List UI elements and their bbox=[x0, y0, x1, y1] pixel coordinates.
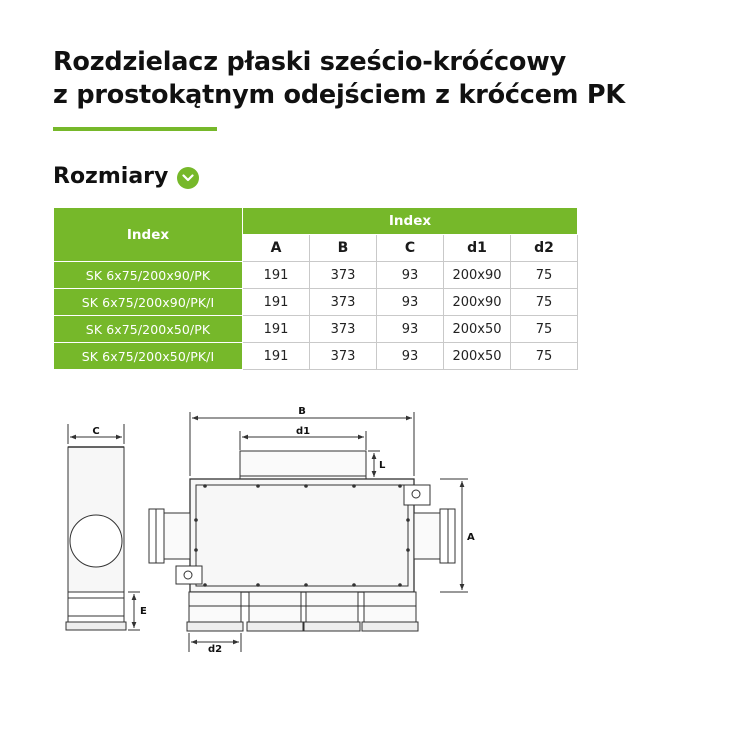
cell-d2: 75 bbox=[511, 262, 578, 289]
cell-d2: 75 bbox=[511, 289, 578, 316]
group-header: Index bbox=[243, 208, 578, 235]
cell-d1: 200x50 bbox=[444, 316, 511, 343]
column-header-c: C bbox=[377, 235, 444, 262]
row-header: Index bbox=[54, 208, 243, 262]
dimension-label-b: B bbox=[298, 406, 306, 417]
cell-b: 373 bbox=[310, 262, 377, 289]
cell-d1: 200x90 bbox=[444, 289, 511, 316]
row-index: SK 6x75/200x50/PK bbox=[54, 316, 243, 343]
cell-a: 191 bbox=[243, 289, 310, 316]
column-header-b: B bbox=[310, 235, 377, 262]
dimension-label-l: L bbox=[379, 460, 386, 471]
dimension-label-d1: d1 bbox=[295, 426, 311, 437]
column-header-a: A bbox=[243, 235, 310, 262]
title-line-2: z prostokątnym odejściem z króćcem PK bbox=[53, 80, 625, 110]
cell-d1: 200x90 bbox=[444, 262, 511, 289]
cell-a: 191 bbox=[243, 343, 310, 370]
front-view bbox=[149, 412, 468, 652]
title-line-1: Rozdzielacz płaski sześcio-króćcowy bbox=[53, 47, 567, 77]
cell-c: 93 bbox=[377, 343, 444, 370]
cell-d2: 75 bbox=[511, 343, 578, 370]
row-index: SK 6x75/200x90/PK/I bbox=[54, 289, 243, 316]
cell-a: 191 bbox=[243, 262, 310, 289]
dimension-label-c: C bbox=[92, 426, 100, 437]
column-header-d1: d1 bbox=[444, 235, 511, 262]
dimension-label-d2: d2 bbox=[207, 644, 223, 655]
column-header-d2: d2 bbox=[511, 235, 578, 262]
side-view bbox=[66, 424, 140, 630]
dimension-label-e: E bbox=[140, 606, 147, 617]
cell-d2: 75 bbox=[511, 316, 578, 343]
cell-c: 93 bbox=[377, 262, 444, 289]
row-index: SK 6x75/200x50/PK/I bbox=[54, 343, 243, 370]
cell-c: 93 bbox=[377, 316, 444, 343]
cell-b: 373 bbox=[310, 343, 377, 370]
dimension-label-a: A bbox=[467, 532, 475, 543]
cell-d1: 200x50 bbox=[444, 343, 511, 370]
section-label: Rozmiary bbox=[53, 163, 169, 189]
cell-b: 373 bbox=[310, 289, 377, 316]
cell-c: 93 bbox=[377, 289, 444, 316]
row-index: SK 6x75/200x90/PK bbox=[54, 262, 243, 289]
cell-a: 191 bbox=[243, 316, 310, 343]
cell-b: 373 bbox=[310, 316, 377, 343]
